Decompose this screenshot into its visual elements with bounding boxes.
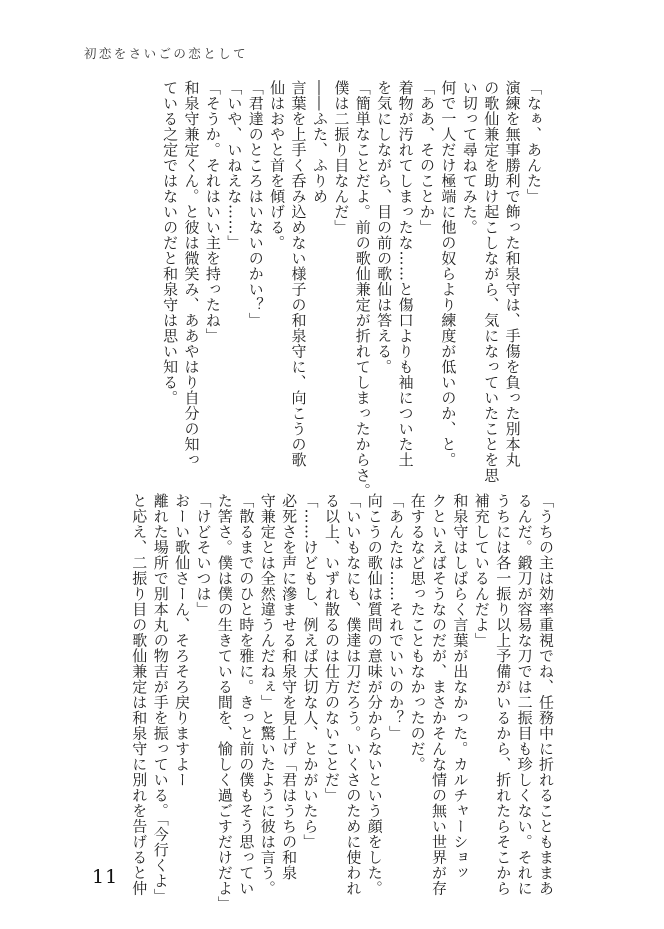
- text-line: 「なぁ、あんた」: [525, 80, 543, 204]
- text-line: 着物が汚れてしまったな……と傷口よりも袖についた土: [396, 80, 415, 468]
- text-line: 在するなど思ったこともなかったのだ。: [408, 493, 427, 772]
- text-line: 「あんたは……それでいいのか？」: [387, 493, 406, 741]
- text-block-lower: [128, 493, 556, 912]
- text-line: 守兼定とは全然違うんだねぇ」と驚いたように彼は言う。: [258, 493, 277, 896]
- text-line: ている之定ではないのだと和泉守は思い知る。: [161, 80, 180, 406]
- text-line: 「うちの主は効率重視でね、任務中に折れることもままあ: [537, 493, 555, 896]
- text-line: と応え、二振り目の歌仙兼定は和泉守に別れを告げると仲: [130, 493, 149, 896]
- text-line: おーい歌仙さーん、そろそろ戻りますよー: [173, 493, 192, 788]
- text-line: 必死さを声に滲ませる和泉守を見上げ「君はうちの和泉: [280, 493, 299, 881]
- text-line: うちには各一振り以上予備がいるから、折れたらそこから: [494, 493, 513, 896]
- text-line: 演練を無事勝利で飾った和泉守は、手傷を負った別本丸: [503, 80, 522, 468]
- text-line: 僕は二振り目なんだ」: [332, 80, 351, 235]
- page-number: 11: [92, 866, 119, 888]
- text-line: 和泉守はしばらく言葉が出なかった。カルチャーショッ: [451, 493, 470, 881]
- text-line: 「君達のところはいないのかい？」: [246, 80, 265, 328]
- text-line: ――ふた、ふりめ: [310, 80, 329, 204]
- text-line: 「ああ、そのことか」: [417, 80, 436, 235]
- text-line: 和泉守兼定くん。と彼は微笑み、ああやはり自分の知っ: [182, 80, 201, 468]
- text-line: の歌仙兼定を助け起こしながら、気になっていたことを思: [482, 80, 501, 483]
- text-line: る以上、いずれ散るのは仕方のないことだ」: [322, 493, 341, 803]
- text-line: い切って尋ねてみた。: [460, 80, 479, 235]
- text-line: 「そうか。それはいい主を持ったね」: [203, 80, 222, 344]
- text-line: 離れた場所で別本丸の物吉が手を振っている。「今行くよ」: [151, 493, 170, 904]
- text-line: 向こうの歌仙は質問の意味が分からないという顔をした。: [365, 493, 384, 896]
- text-line: クといえばそうなのだが、まさかそんな情の無い世界が存: [429, 493, 448, 896]
- text-line: 仙はおやと首を傾げる。: [268, 80, 287, 251]
- text-line: た筈さ。僕は僕の生きている間を、愉しく過ごすだけだよ」: [215, 493, 234, 912]
- text-line: 「……けどもし、例えば大切な人、とかがいたら」: [301, 493, 320, 850]
- text-line: 言葉を上手く呑み込めない様子の和泉守に、向こうの歌: [289, 80, 308, 468]
- text-line: るんだ。鍛刀が容易な刀では二振目も珍しくない。それに: [515, 493, 534, 896]
- text-block-upper: [159, 80, 544, 499]
- text-line: 補充しているんだよ」: [472, 493, 491, 648]
- text-line: 何で一人だけ極端に他の奴らより練度が低いのか、と。: [439, 80, 458, 468]
- text-line: 「けどそいつは」: [194, 493, 213, 617]
- text-line: を気にしながら、目の前の歌仙は答える。: [375, 80, 394, 375]
- running-header: 初恋をさいごの恋として: [84, 46, 248, 61]
- text-line: 「簡単なことだよ。前の歌仙兼定が折れてしまったからさ。: [353, 80, 372, 499]
- text-line: 「散るまでのひと時を雅に。きっと前の僕もそう思ってい: [237, 493, 256, 896]
- text-line: 「いいもなにも、僕達は刀だろう。いくさのために使われ: [344, 493, 363, 896]
- text-line: 「いや、いねえな……」: [225, 80, 244, 251]
